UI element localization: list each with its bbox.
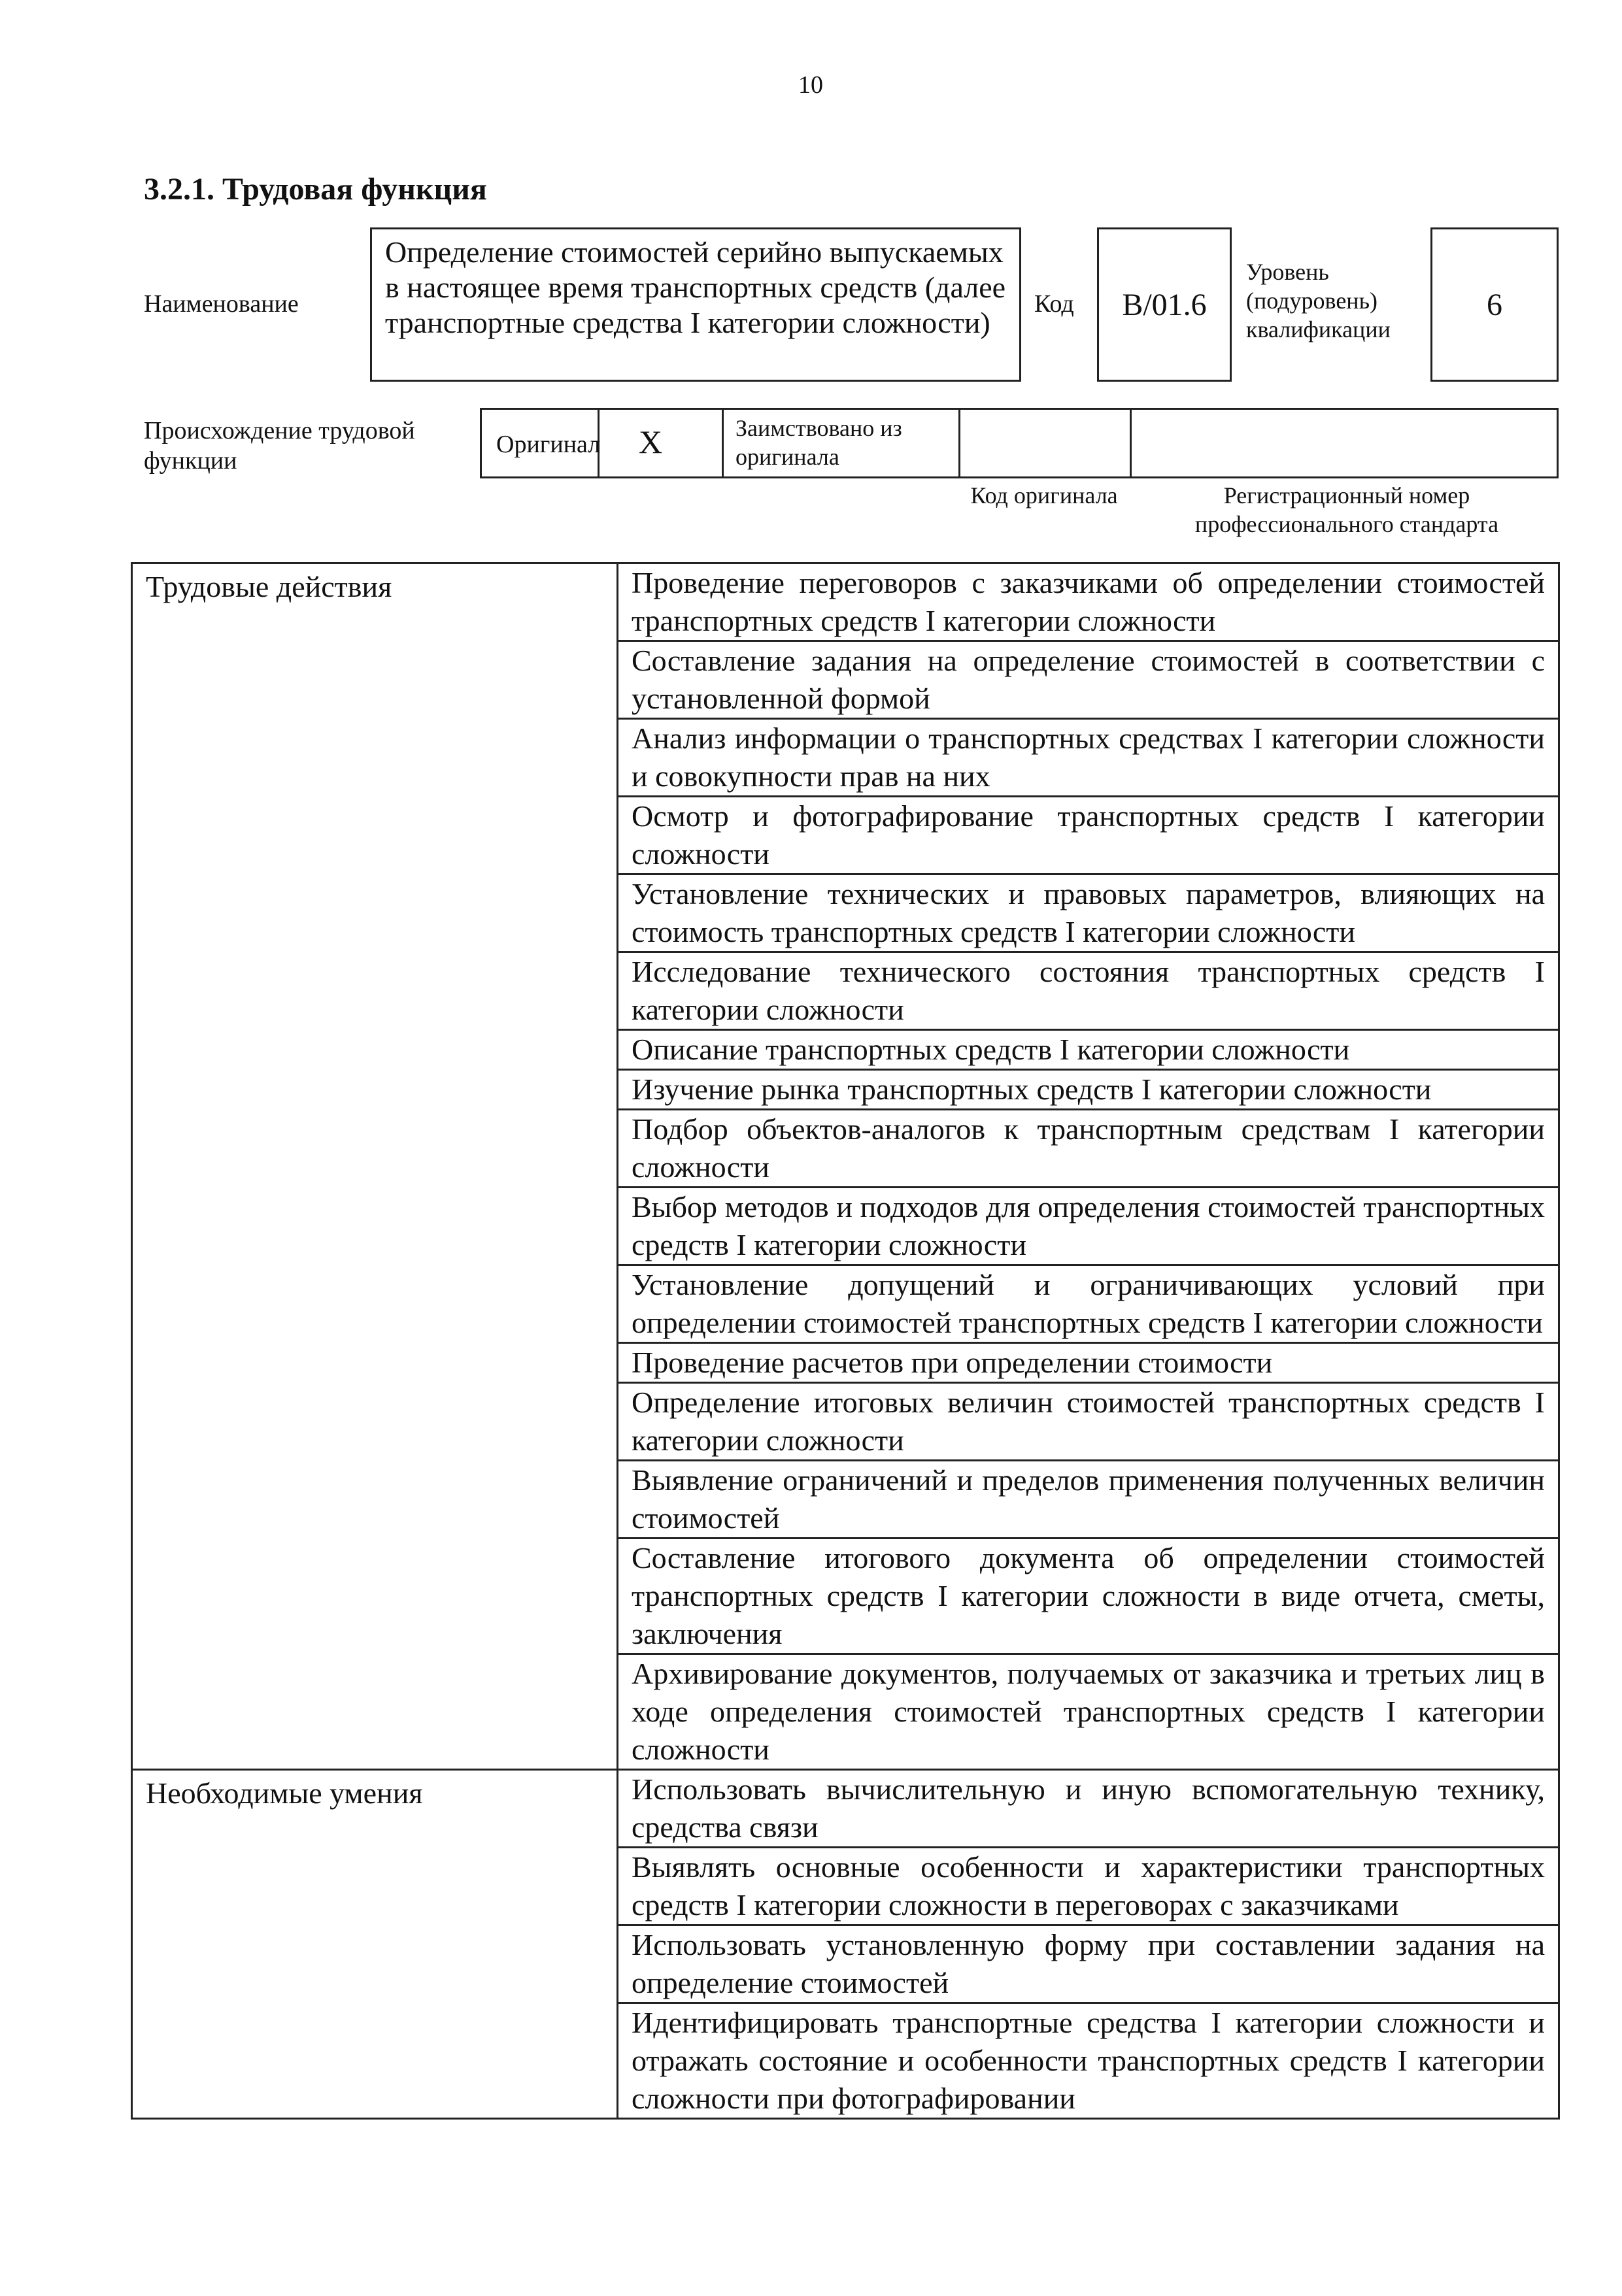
labor-action-item: Установление допущений и ограничивающих условий при определении стоимостей транспортных средств I категории сложности <box>618 1265 1559 1343</box>
original-mark: X <box>639 424 663 460</box>
category-labor-actions: Трудовые действия <box>132 563 618 1770</box>
original-label: Оригинал <box>496 431 601 458</box>
table-row <box>132 563 1559 641</box>
origin-borrowed-cell <box>724 410 960 476</box>
labor-action-item: Определение итоговых величин стоимостей транспортных средств I категории сложности <box>618 1383 1559 1461</box>
labor-action-item: Описание транспортных средств I категории сложности <box>618 1030 1559 1070</box>
required-skill-item: Идентифицировать транспортные средства I категории сложности и отражать состояние и особенности транспортных средств I категории сложности при фотографировании <box>618 2003 1559 2119</box>
name-label: Наименование <box>144 290 299 318</box>
level-value: 6 <box>1430 227 1559 382</box>
code-label: Код <box>1034 290 1074 318</box>
origin-original-cell <box>482 410 600 476</box>
origin-code-cell <box>960 410 1132 476</box>
level-label: Уровень (подуровень) квалификации <box>1246 259 1391 342</box>
labor-function-table <box>131 562 1560 2120</box>
labor-action-item: Проведение переговоров с заказчиками об определении стоимостей транспортных средств I категории сложности <box>618 563 1559 641</box>
labor-action-item: Архивирование документов, получаемых от заказчика и третьих лиц в ходе определения стоимостей транспортных средств I категории сложности <box>618 1654 1559 1770</box>
required-skill-item: Использовать вычислительную и иную вспомогательную технику, средства связи <box>618 1770 1559 1848</box>
labor-action-item: Изучение рынка транспортных средств I категории сложности <box>618 1070 1559 1110</box>
required-skill-item: Использовать установленную форму при составлении задания на определение стоимостей <box>618 1925 1559 2003</box>
category-required-skills: Необходимые умения <box>132 1770 618 2119</box>
labor-action-item: Проведение расчетов при определении стоимости <box>618 1343 1559 1383</box>
name-value: Определение стоимостей серийно выпускаемых в настоящее время транспортных средств (далее транспортные средства I категории сложности) <box>370 227 1021 382</box>
labor-action-item: Подбор объектов-аналогов к транспортным средствам I категории сложности <box>618 1110 1559 1188</box>
origin-label: Происхождение трудовой функции <box>144 417 415 474</box>
table-row <box>132 1770 1559 1848</box>
section-title: 3.2.1. Трудовая функция <box>144 172 487 207</box>
origin-mark-cell <box>600 410 724 476</box>
origin-row <box>480 408 1559 478</box>
borrowed-label: Заимствовано из оригинала <box>735 415 902 470</box>
labor-action-item: Исследование технического состояния транспортных средств I категории сложности <box>618 952 1559 1030</box>
labor-action-item: Составление задания на определение стоимостей в соответствии с установленной формой <box>618 641 1559 719</box>
labor-action-item: Установление технических и правовых параметров, влияющих на стоимость транспортных средств I категории сложности <box>618 874 1559 952</box>
labor-action-item: Составление итогового документа об определении стоимостей транспортных средств I категории сложности в виде отчета, сметы, заключения <box>618 1539 1559 1654</box>
origin-reg-cell <box>1132 410 1557 476</box>
labor-action-item: Выявление ограничений и пределов применения полученных величин стоимостей <box>618 1461 1559 1539</box>
required-skill-item: Выявлять основные особенности и характеристики транспортных средств I категории сложности в переговорах с заказчиками <box>618 1848 1559 1925</box>
page-number: 10 <box>798 71 823 99</box>
labor-action-item: Выбор методов и подходов для определения стоимостей транспортных средств I категории сложности <box>618 1188 1559 1265</box>
reg-number-caption: Регистрационный номер профессионального стандарта <box>1194 482 1499 537</box>
labor-action-item: Осмотр и фотографирование транспортных средств I категории сложности <box>618 797 1559 874</box>
labor-action-item: Анализ информации о транспортных средствах I категории сложности и совокупности прав на них <box>618 719 1559 797</box>
code-original-caption: Код оригинала <box>970 482 1118 508</box>
code-value: B/01.6 <box>1097 227 1232 382</box>
